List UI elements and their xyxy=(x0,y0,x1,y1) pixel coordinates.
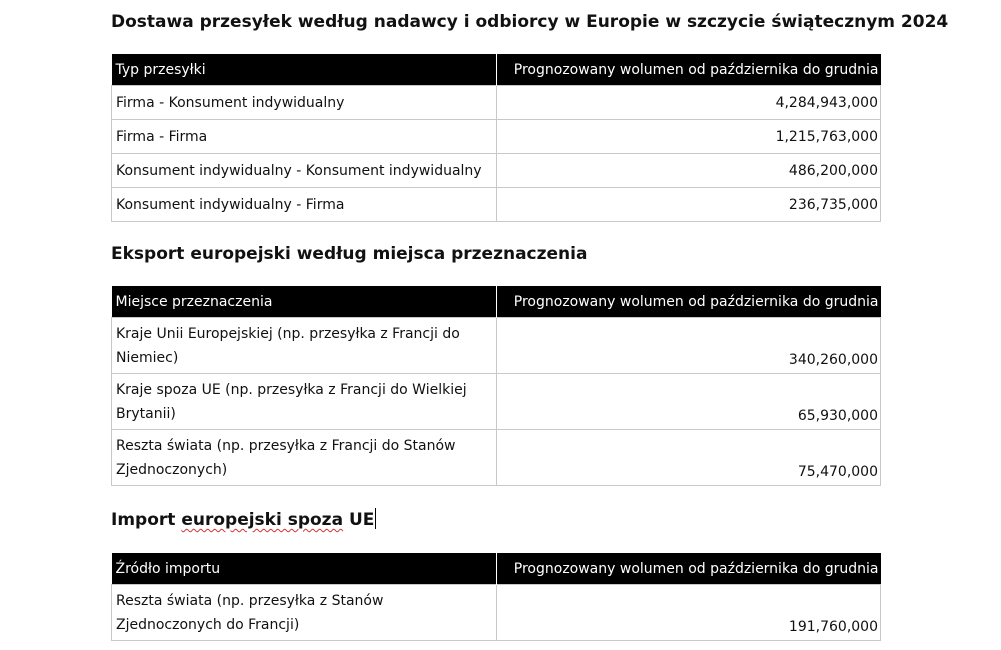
row-value: 340,260,000 xyxy=(497,318,881,374)
table-header-row xyxy=(112,553,881,585)
row-value: 486,200,000 xyxy=(497,154,881,188)
row-value: 236,735,000 xyxy=(497,188,881,222)
section-title-import[interactable] xyxy=(111,508,880,531)
table-import-by-source xyxy=(111,553,881,641)
row-label: Kraje Unii Europejskiej (np. przesyłka z Francji do Niemiec) xyxy=(112,318,497,374)
row-label: Konsument indywidualny - Firma xyxy=(112,188,497,222)
table-header-row xyxy=(112,54,881,86)
row-label: Kraje spoza UE (np. przesyłka z Francji do Wielkiej Brytanii) xyxy=(112,374,497,430)
row-label: Reszta świata (np. przesyłka z Stanów Zjednoczonych do Francji) xyxy=(112,585,497,641)
table-row xyxy=(112,120,881,154)
column-header-destination: Miejsce przeznaczenia xyxy=(112,286,497,318)
table-row xyxy=(112,374,881,430)
row-value: 75,470,000 xyxy=(497,430,881,486)
table-row xyxy=(112,585,881,641)
row-value: 1,215,763,000 xyxy=(497,120,881,154)
title-part-import: Import xyxy=(111,510,182,530)
table-header-row xyxy=(112,286,881,318)
table-delivery-by-sender-recipient xyxy=(111,54,881,222)
table-row xyxy=(112,430,881,486)
column-header-forecast-volume: Prognozowany wolumen od października do grudnia xyxy=(497,553,881,585)
row-label: Firma - Konsument indywidualny xyxy=(112,86,497,120)
row-value: 4,284,943,000 xyxy=(497,86,881,120)
column-header-shipment-type: Typ przesyłki xyxy=(112,54,497,86)
column-header-forecast-volume: Prognozowany wolumen od października do grudnia xyxy=(497,54,881,86)
title-part-ue: UE xyxy=(343,510,375,530)
row-label: Reszta świata (np. przesyłka z Francji do Stanów Zjednoczonych) xyxy=(112,430,497,486)
text-cursor xyxy=(375,508,376,529)
table-row xyxy=(112,188,881,222)
row-value: 65,930,000 xyxy=(497,374,881,430)
column-header-import-source: Źródło importu xyxy=(112,553,497,585)
column-header-forecast-volume: Prognozowany wolumen od października do grudnia xyxy=(497,286,881,318)
section-title-export: Eksport europejski według miejsca przeznaczenia xyxy=(111,244,588,264)
table-export-by-destination xyxy=(111,286,881,486)
row-value: 191,760,000 xyxy=(497,585,881,641)
row-label: Konsument indywidualny - Konsument indywidualny xyxy=(112,154,497,188)
row-label: Firma - Firma xyxy=(112,120,497,154)
table-row xyxy=(112,318,881,374)
section-title-delivery: Dostawa przesyłek według nadawcy i odbiorcy w Europie w szczycie świątecznym 2024 xyxy=(111,12,949,32)
table-row xyxy=(112,154,881,188)
spellcheck-flagged-text[interactable]: europejski spoza xyxy=(181,510,344,530)
table-row xyxy=(112,86,881,120)
document-page[interactable] xyxy=(111,0,949,641)
